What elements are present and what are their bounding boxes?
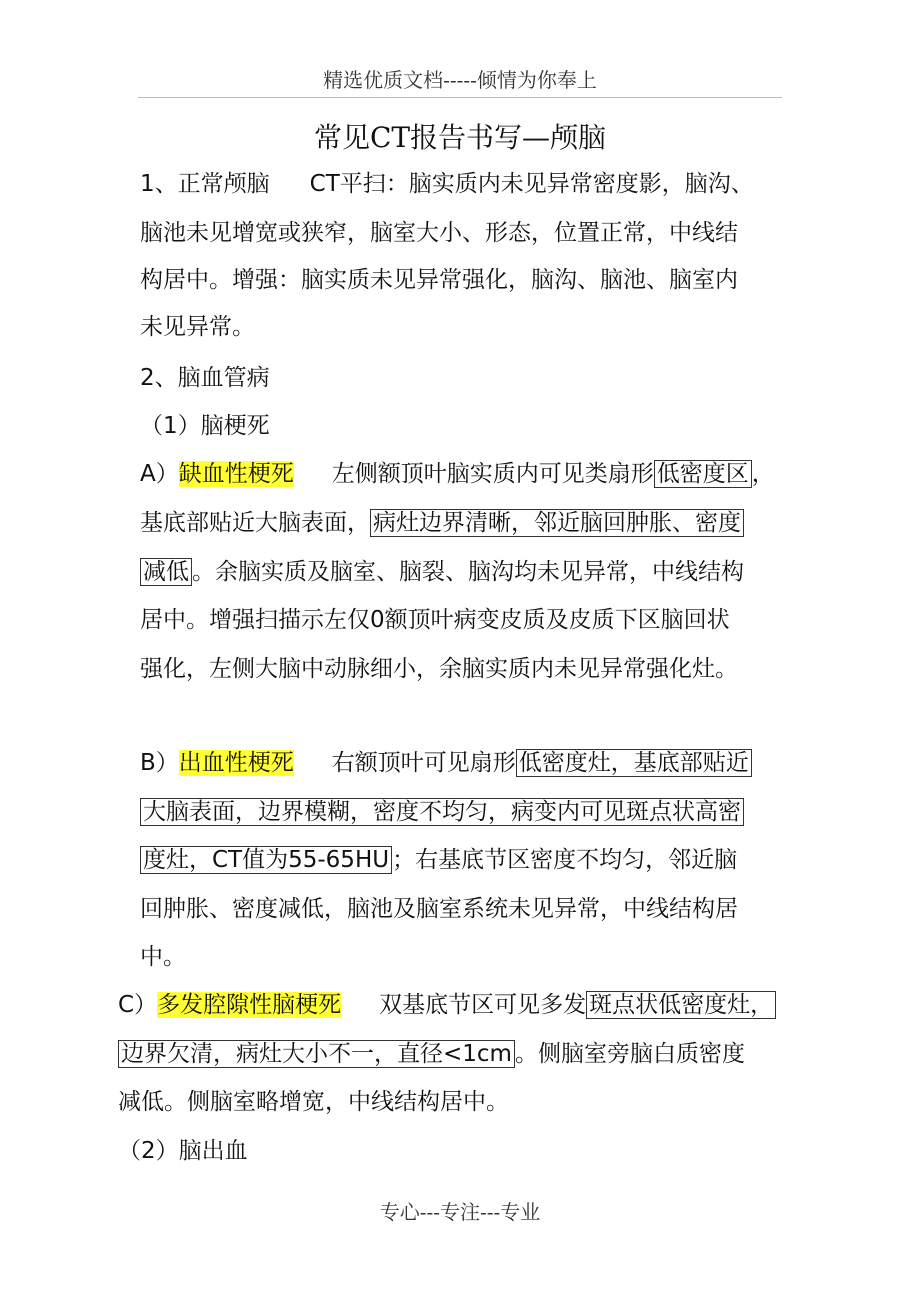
paragraph-line — [140, 745, 752, 781]
boxed-text: 病灶边界清晰，邻近脑回肿胀、密度 — [370, 509, 744, 537]
highlighted-term: 出血性梗死 — [178, 750, 294, 776]
paragraph-line — [118, 1036, 745, 1072]
item-label: B） — [140, 750, 179, 776]
paragraph-line — [118, 987, 776, 1023]
text-run: 额顶叶病变皮质及皮质下区脑回状 — [384, 607, 730, 633]
text-run: <1cm — [443, 1041, 512, 1067]
paragraph-line: 未见异常。 — [140, 314, 255, 340]
paragraph-line — [140, 166, 754, 202]
text-run: 平扫：脑实质内未见异常密度影，脑沟、 — [339, 171, 754, 197]
paragraph-line — [140, 554, 744, 590]
paragraph-line: 强化，左侧大脑中动脉细小，余脑实质内未见异常强化灶。 — [140, 656, 738, 682]
section-number: 1、 — [140, 171, 178, 197]
text-run: 左侧额顶叶脑实质内可见类扇形 — [331, 461, 654, 487]
text-run: 右额顶叶可见扇形 — [331, 750, 516, 776]
paragraph-line: 构居中。增强：脑实质未见异常强化，脑沟、脑池、脑室内 — [140, 267, 738, 293]
boxed-text: 减低 — [140, 558, 192, 586]
page-footer: 专心---专注---专业 — [379, 1200, 541, 1224]
text-run: 0 — [370, 607, 385, 633]
section-heading: 正常颅脑 — [177, 171, 270, 197]
subsection-number: （1） — [140, 413, 201, 439]
subsection-heading: 脑梗死 — [200, 413, 270, 439]
paragraph-line: 减低。侧脑室略增宽，中线结构居中。 — [118, 1089, 509, 1115]
text-run: 边界欠清，病灶大小不一，直径 — [121, 1041, 443, 1067]
item-label: C） — [118, 992, 158, 1018]
paragraph-line — [140, 794, 744, 830]
text-run: 值为 — [242, 847, 289, 873]
text-run: 基底部贴近大脑表面， — [140, 510, 370, 536]
highlighted-term: 缺血性梗死 — [178, 461, 294, 487]
boxed-text: 斑点状低密度灶， — [586, 991, 776, 1019]
text-run: 度灶， — [143, 847, 212, 873]
boxed-text — [118, 1040, 515, 1068]
paragraph-line: 中。 — [140, 944, 186, 970]
subsection-heading: 脑出血 — [178, 1138, 248, 1164]
subsection-heading-line — [118, 1133, 248, 1169]
text-run: 。侧脑室旁脑白质密度 — [514, 1041, 745, 1067]
section-heading: 脑血管病 — [177, 365, 270, 391]
page-header: 精选优质文档-----倾情为你奉上 — [138, 64, 782, 98]
section-heading-line — [140, 360, 270, 396]
boxed-text — [140, 846, 392, 874]
paragraph-line — [140, 505, 744, 541]
item-label: A） — [140, 461, 179, 487]
text-run: 居中。增强扫描示左仅 — [140, 607, 370, 633]
subsection-heading-line — [140, 408, 270, 444]
text-run: 。余脑实质及脑室、脑裂、脑沟均未见异常，中线结构 — [192, 559, 744, 585]
text-run: CT — [212, 847, 243, 873]
boxed-text: 低密度区 — [654, 460, 752, 488]
highlighted-term: 多发腔隙性脑梗死 — [157, 992, 342, 1018]
paragraph-line — [140, 456, 775, 492]
subsection-number: （2） — [118, 1138, 179, 1164]
page-title: 常见CT报告书写—颅脑 — [313, 121, 607, 154]
boxed-text: 大脑表面，边界模糊，密度不均匀，病变内可见斑点状高密 — [140, 798, 744, 826]
text-run: ， — [751, 461, 775, 487]
text-run: CT — [309, 171, 340, 197]
paragraph-line: 回肿胀、密度减低，脑池及脑室系统未见异常，中线结构居 — [140, 896, 738, 922]
boxed-text: 低密度灶，基底部贴近 — [516, 749, 752, 777]
paragraph-line — [140, 602, 730, 638]
text-run: 55-65HU — [288, 847, 390, 873]
text-run: 双基底节区可见多发 — [379, 992, 587, 1018]
text-run: ；右基底节区密度不均匀，邻近脑 — [392, 847, 738, 873]
paragraph-line: 脑池未见增宽或狭窄，脑室大小、形态，位置正常，中线结 — [140, 220, 738, 246]
section-number: 2、 — [140, 365, 178, 391]
paragraph-line — [140, 842, 737, 878]
